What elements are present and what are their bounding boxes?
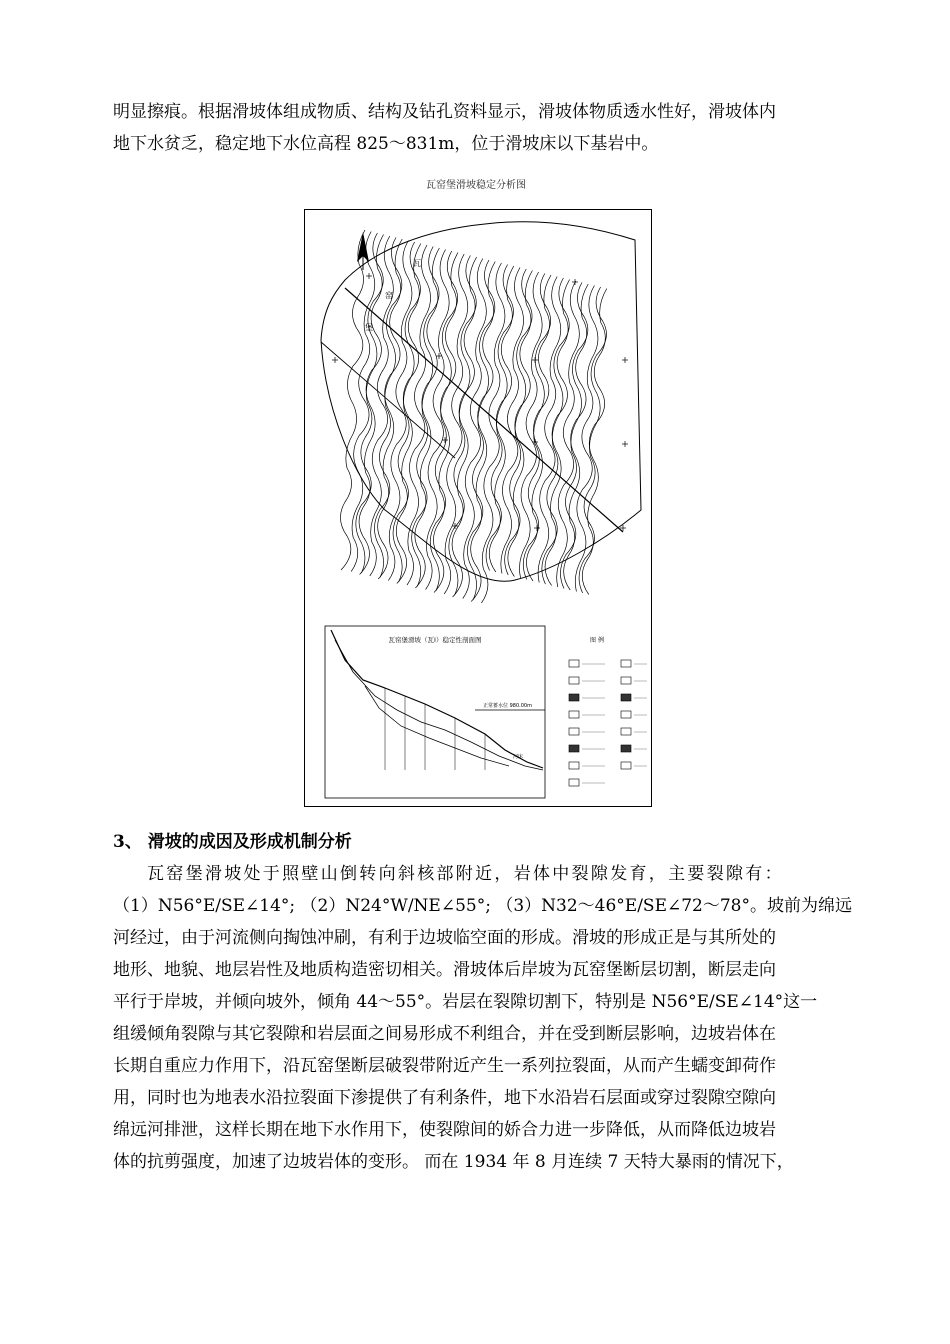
- contour-line: [407, 245, 431, 585]
- map-label: 瓦: [413, 259, 421, 268]
- paragraph-line: 平行于岸坡，并倾向坡外，倾角 44～55°。岩层在裂隙切割下，特别是 N56°E/SE∠14°这一: [113, 992, 818, 1012]
- contour-line: [564, 284, 589, 590]
- contour-map: [321, 222, 641, 603]
- legend-symbol: [621, 711, 631, 718]
- ground-profile: [331, 630, 543, 768]
- contour-line: [467, 260, 494, 600]
- legend-symbol: [621, 762, 631, 769]
- landslide-figure: [304, 209, 652, 807]
- paragraph-line: 体的抗剪强度，加速了边坡岩体的变形。 而在 1934 年 8 月连续 7 天特大暴雨的情况下，: [113, 1152, 794, 1172]
- contour-line: [412, 247, 439, 587]
- paragraph-line: 地形、地貌、地层岩性及地质构造密切相关。滑坡体后岸坡为瓦窑堡断层切割，断层走向: [113, 960, 776, 980]
- landslide-map-and-section: [305, 210, 651, 806]
- legend-symbol: [569, 711, 579, 718]
- paragraph-line: 瓦窑堡滑坡处于照壁山倒转向斜核部附近，岩体中裂隙发育，主要裂隙有：: [147, 864, 784, 884]
- paragraph-line: 明显擦痕。根据滑坡体组成物质、结构及钻孔资料显示，滑坡体物质透水性好，滑坡体内: [113, 102, 776, 122]
- legend-symbol: [569, 745, 579, 752]
- contour-line: [393, 242, 420, 582]
- legend-symbol: [569, 694, 579, 701]
- contour-line: [489, 266, 514, 572]
- section-title: 瓦窑堡滑坡（瓦Ⅰ）稳定性剖面图: [388, 636, 482, 644]
- legend-symbol: [569, 728, 579, 735]
- legend-symbol: [621, 728, 631, 735]
- legend-symbol: [621, 745, 631, 752]
- contour-line: [449, 256, 476, 596]
- legend-symbol: [621, 660, 631, 667]
- section-heading: 3、 滑坡的成因及形成机制分析: [113, 832, 352, 852]
- contour-line: [430, 251, 457, 591]
- slide-surface: [365, 686, 509, 766]
- paragraph-line: （1）N56°E/SE∠14°; （2）N24°W/NE∠55°; （3）N32～46°E/SE∠72～78°。坡前为绵远: [113, 896, 852, 916]
- legend-symbol: [621, 694, 631, 701]
- contour-line: [508, 271, 533, 577]
- river-label: 河床: [513, 754, 524, 760]
- legend-symbol: [569, 779, 579, 786]
- figure-title: 瓦窑堡滑坡稳定分析图: [426, 180, 526, 191]
- legend-panel: [569, 636, 647, 786]
- paragraph-1: [113, 96, 861, 160]
- map-label: 窑: [385, 291, 393, 300]
- paragraph-line: 用，同时也为地表水沿拉裂面下渗提供了有利条件，地下水沿岩石层面或穿过裂隙空隙向: [113, 1088, 776, 1108]
- paragraph-line: 地下水贫乏，稳定地下水位高程 825～831m，位于滑坡床以下基岩中。: [113, 134, 659, 154]
- contour-line: [481, 263, 505, 603]
- contour-line: [351, 232, 375, 572]
- legend-title: 图 例: [590, 637, 604, 644]
- paragraph-2: [113, 858, 861, 1178]
- legend-symbol: [569, 660, 579, 667]
- cross-section-panel: [325, 626, 545, 798]
- contour-line: [444, 254, 468, 594]
- water-level-label: 正常蓄水位 980.00m: [483, 703, 532, 709]
- contour-line: [526, 275, 551, 581]
- legend-symbol: [569, 677, 579, 684]
- legend-symbol: [621, 677, 631, 684]
- contour-line: [374, 238, 401, 578]
- contour-line: [545, 280, 570, 586]
- map-label: 堡: [365, 323, 373, 332]
- paragraph-line: 长期自重应力作用下，沿瓦窑堡断层破裂带附近产生一系列拉裂面，从而产生蠕变卸荷作: [113, 1056, 776, 1076]
- contour-line: [370, 236, 394, 576]
- contour-line: [356, 233, 383, 573]
- contour-line: [463, 259, 487, 599]
- paragraph-line: 河经过，由于河流侧向掏蚀冲刷，有利于边坡临空面的形成。滑坡的形成正是与其所处的: [113, 928, 776, 948]
- paragraph-line: 组缓倾角裂隙与其它裂隙和岩层面之间易形成不利组合，并在受到断层影响，边坡岩体在: [113, 1024, 776, 1044]
- legend-symbol: [569, 762, 579, 769]
- contour-line: [426, 250, 450, 590]
- paragraph-line: 绵远河排泄，这样长期在地下水作用下，使裂隙间的娇合力进一步降低，从而降低边坡岩: [113, 1120, 776, 1140]
